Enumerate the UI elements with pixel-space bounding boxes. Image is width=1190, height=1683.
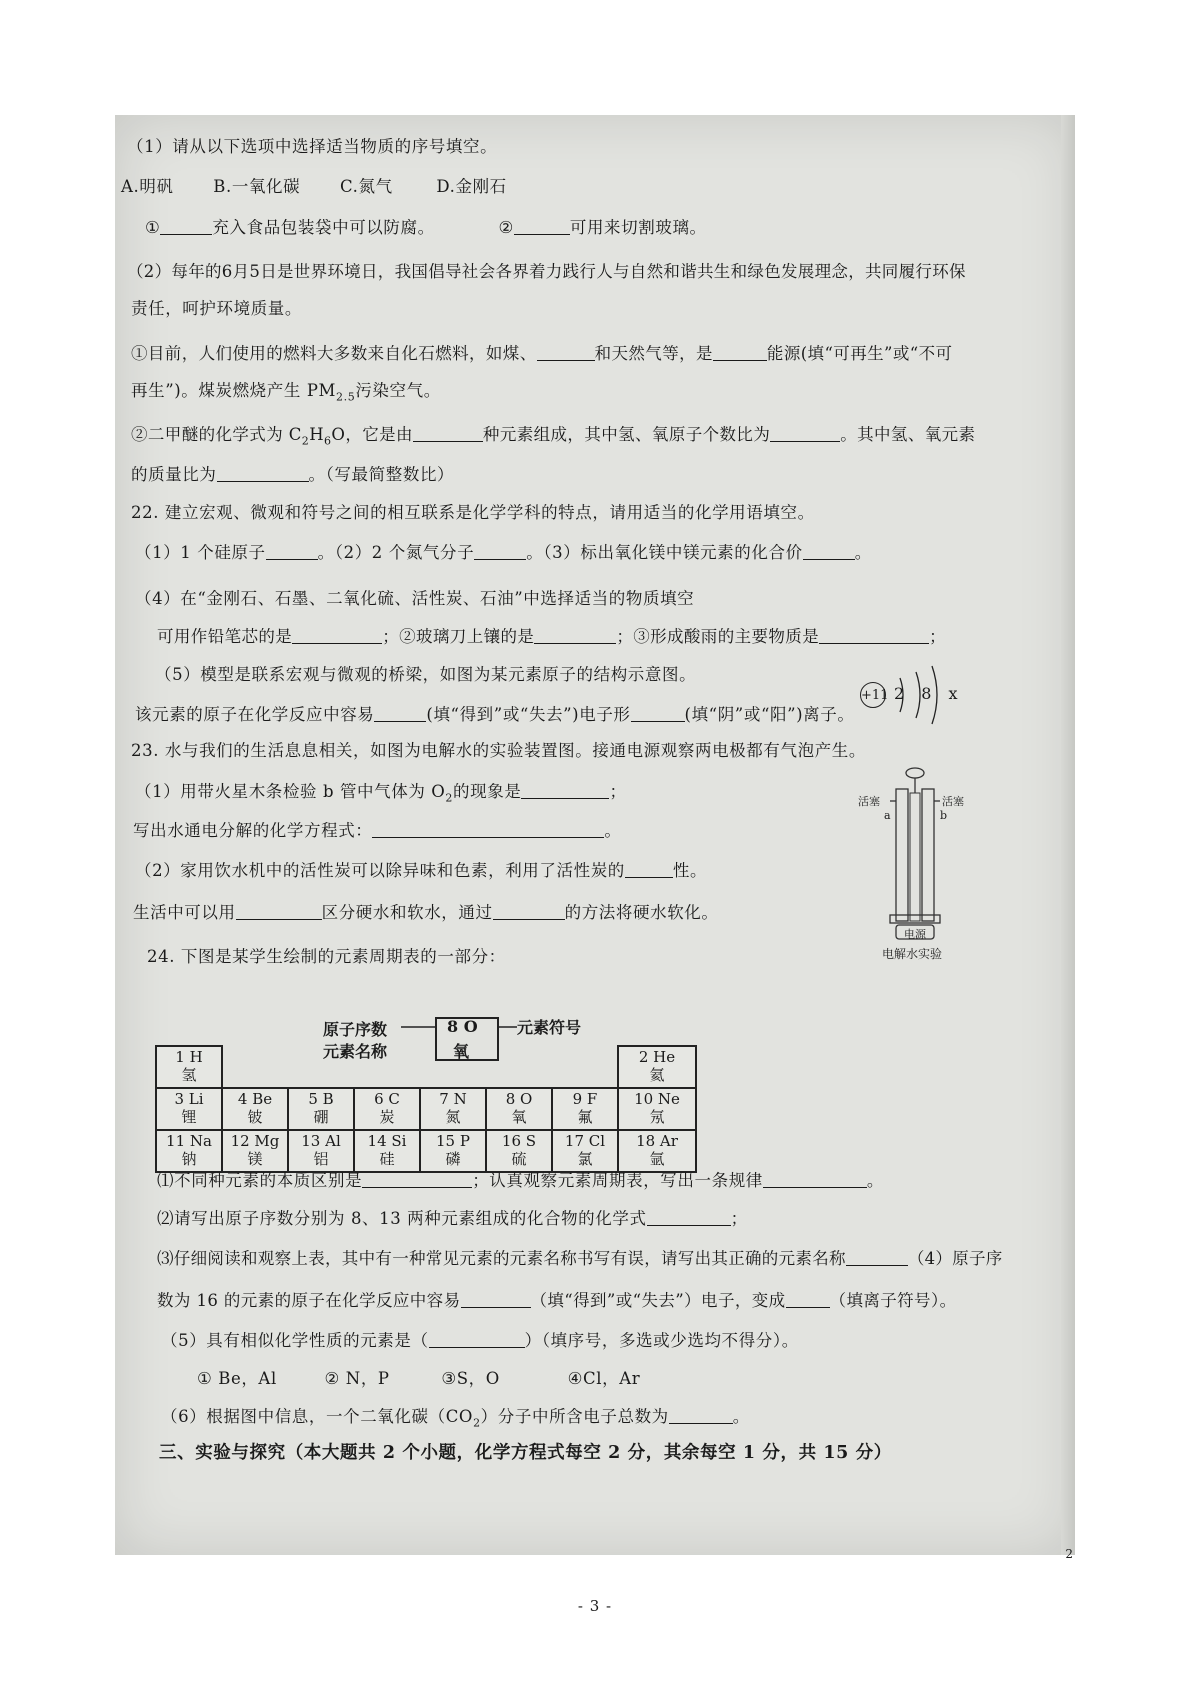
element-cell (485, 1087, 553, 1131)
element-number-symbol: 15 P (436, 1132, 470, 1150)
answer-blank[interactable] (429, 1331, 525, 1348)
corner-page-mark: 2 (1065, 1547, 1073, 1561)
q22-part5: （5）模型是联系宏观与微观的桥梁，如图为某元素原子的结构示意图。 (155, 665, 697, 684)
answer-blank[interactable] (236, 903, 322, 920)
element-name: 氧 (511, 1108, 527, 1126)
q21-part2-line2: 责任，呵护环境质量。 (131, 299, 302, 318)
q22-part4: （4）在“金刚石、石墨、二氧化硫、活性炭、石油”中选择适当的物质填空 (135, 589, 695, 608)
element-number-symbol: 6 C (374, 1090, 400, 1108)
scanned-exam-page (115, 115, 1075, 1561)
element-number-symbol: 14 Si (367, 1132, 407, 1150)
answer-blank[interactable] (292, 627, 382, 644)
answer-blank[interactable] (217, 465, 309, 482)
answer-blank[interactable] (372, 821, 604, 838)
q22-part4-blanks: 可用作铅笔芯的是 ；②玻璃刀上镶的是 ；③形成酸雨的主要物质是 ； (157, 627, 947, 646)
option-a: A.明矾 (121, 177, 174, 196)
page-number: - 3 - (577, 1597, 613, 1615)
answer-blank[interactable] (521, 782, 609, 799)
answer-blank[interactable] (514, 218, 570, 235)
q24-part4: 数为 16 的元素的原子在化学反应中容易 （填“得到”或“失去”）电子，变成 （填离子符号）。 (157, 1291, 957, 1310)
answer-blank[interactable] (537, 344, 595, 361)
q21-fuel-line2: 再生”)。煤炭燃烧产生 $PM_{2.5}$污染空气。 (131, 381, 441, 404)
legend-sample-name: 氧 (453, 1042, 470, 1061)
paper-edge-shadow (1061, 115, 1075, 1555)
q23-part1: （1）用带火星木条检验 b 管中气体为 $O_2$的现象是 ； (135, 782, 627, 805)
element-number-symbol: 5 B (308, 1090, 334, 1108)
answer-blank[interactable] (846, 1249, 908, 1266)
element-name: 氖 (649, 1108, 665, 1126)
section-3-heading: 三、实验与探究（本大题共 2 个小题，化学方程式每空 2 分，其余每空 1 分，共 15 分） (159, 1443, 892, 1463)
answer-blank[interactable] (266, 543, 318, 560)
element-number-symbol: 2 He (638, 1048, 676, 1066)
element-number-symbol: 9 F (572, 1090, 598, 1108)
element-name: 炭 (379, 1108, 395, 1126)
nucleus-charge: +11 (860, 682, 886, 708)
element-name: 硼 (313, 1108, 329, 1126)
element-number-symbol: 1 H (175, 1048, 203, 1066)
right-valve-label: 活塞 (942, 795, 964, 808)
answer-blank[interactable] (647, 1209, 731, 1226)
legend-element-symbol: 元素符号 (517, 1018, 582, 1037)
element-name: 镁 (247, 1150, 263, 1168)
power-supply-label: 电源 (904, 928, 926, 941)
element-number-symbol: 16 S (501, 1132, 537, 1150)
q23-part2: （2）家用饮水机中的活性炭可以除异味和色素，利用了活性炭的 性。 (135, 861, 708, 880)
element-number-symbol: 17 Cl (564, 1132, 606, 1150)
element-number-symbol: 11 Na (166, 1132, 212, 1150)
element-name: 硫 (511, 1150, 527, 1168)
legend-sample-symbol: 8 O (447, 1017, 478, 1036)
q21-blanks-line: ① 充入食品包装袋中可以防腐。 ② 可用来切割玻璃。 (145, 218, 707, 237)
answer-blank[interactable] (713, 344, 767, 361)
option-c: C.氮气 (339, 177, 393, 196)
option-d: D.金刚石 (436, 177, 507, 196)
q24-part6: （6）根据图中信息，一个二氧化碳$(CO_2)$分子中所含电子总数为 。 (161, 1407, 750, 1430)
element-name: 氟 (577, 1108, 593, 1126)
option-4: ④Cl，Ar (567, 1369, 641, 1388)
element-number-symbol: 13 Al (301, 1132, 341, 1150)
element-number-symbol: 12 Mg (230, 1132, 280, 1150)
legend-atomic-number: 原子序数 (323, 1020, 388, 1039)
element-name: 氩 (649, 1150, 665, 1168)
tube-b-label: b (940, 809, 948, 822)
element-name: 锂 (181, 1108, 197, 1126)
element-cell (617, 1087, 697, 1131)
element-number-symbol: 8 O (505, 1090, 533, 1108)
option-1: ① Be，Al (197, 1369, 277, 1388)
answer-blank[interactable] (493, 903, 565, 920)
answer-blank[interactable] (625, 861, 673, 878)
answer-blank[interactable] (461, 1291, 531, 1308)
legend-element-name: 元素名称 (323, 1042, 388, 1061)
q21-ether-line1: ②二甲醚的化学式为 $C_2H_6O$，它是由 种元素组成，其中氢、氧原子个数比为 。其中氢、氧元素 (131, 425, 976, 448)
q24-part1: ⑴不同种元素的本质区别是 ；认真观察元素周期表，写出一条规律 。 (157, 1171, 885, 1190)
answer-blank[interactable] (534, 627, 616, 644)
element-name: 氮 (445, 1108, 461, 1126)
atom-structure-diagram (860, 664, 964, 734)
element-number-symbol: 18 Ar (636, 1132, 678, 1150)
periodic-table-excerpt (155, 1017, 845, 1171)
answer-blank[interactable] (374, 705, 426, 722)
q24-part5-options (197, 1365, 640, 1389)
apparatus-caption: 电解水实验 (882, 947, 943, 961)
answer-blank[interactable] (160, 218, 212, 235)
element-name: 硅 (379, 1150, 395, 1168)
answer-blank[interactable] (474, 543, 526, 560)
element-cell (221, 1087, 289, 1131)
q21-fuel-line1: ①目前，人们使用的燃料大多数来自化石燃料，如煤、 和天然气等，是 能源(填“可再生”或“不可 (131, 344, 953, 363)
apparatus-drawing (860, 765, 970, 945)
element-name: 铝 (313, 1150, 329, 1168)
element-name: 铍 (247, 1108, 263, 1126)
answer-blank[interactable] (362, 1171, 472, 1188)
answer-blank[interactable] (803, 543, 855, 560)
answer-blank[interactable] (770, 425, 840, 442)
q24-part5: （5）具有相似化学性质的元素是（ ）（填序号，多选或少选均不得分）。 (161, 1331, 799, 1350)
element-name: 氢 (181, 1066, 197, 1084)
electron-counts: 2 8 x (894, 684, 964, 703)
element-name: 磷 (445, 1150, 461, 1168)
element-name: 钠 (181, 1150, 197, 1168)
element-number-symbol: 4 Be (237, 1090, 273, 1108)
q22-title: 22. 建立宏观、微观和符号之间的相互联系是化学学科的特点，请用适当的化学用语填空。 (131, 503, 815, 522)
left-valve-label: 活塞 (858, 795, 880, 808)
electrolysis-apparatus-diagram (858, 765, 970, 961)
tube-a-label: a (884, 809, 891, 822)
element-cell (419, 1087, 487, 1131)
option-3: ③S，O (441, 1369, 500, 1388)
element-number-symbol: 10 Ne (634, 1090, 680, 1108)
q22-part1-3: （1）1 个硅原子 。（2）2 个氮气分子 。（3）标出氧化镁中镁元素的化合价 。 (135, 543, 872, 562)
legend-connector-lines (155, 1017, 845, 1047)
answer-blank[interactable] (763, 1171, 867, 1188)
element-name: 氦 (649, 1066, 665, 1084)
answer-blank[interactable] (819, 627, 929, 644)
q23-title: 23. 水与我们的生活息息相关，如图为电解水的实验装置图。接通电源观察两电极都有气泡产生。 (131, 741, 866, 760)
element-cell (155, 1045, 223, 1089)
q23-equation: 写出水通电分解的化学方程式： 。 (133, 821, 622, 840)
q21-ether-line2: 的质量比为 。（写最简整数比） (131, 465, 455, 484)
q24-part3: ⑶仔细阅读和观察上表，其中有一种常见元素的元素名称书写有误，请写出其正确的元素名称 （4）原子序 (157, 1249, 1003, 1268)
element-cell (155, 1087, 223, 1131)
q21-part1-intro: （1）请从以下选项中选择适当物质的序号填空。 (127, 137, 498, 156)
answer-blank[interactable] (631, 705, 685, 722)
element-cell (353, 1087, 421, 1131)
answer-blank[interactable] (786, 1291, 830, 1308)
element-cell (287, 1087, 355, 1131)
element-cell (617, 1045, 697, 1089)
q24-part2: ⑵请写出原子序数分别为 8、13 两种元素组成的化合物的化学式 ； (157, 1209, 748, 1228)
q21-options (121, 173, 507, 197)
q21-part2-line1: （2）每年的6月5日是世界环境日，我国倡导社会各界着力践行人与自然和谐共生和绿色发展理念，共同履行环保 (127, 262, 966, 281)
option-2: ② N，P (324, 1369, 390, 1388)
answer-blank[interactable] (669, 1407, 733, 1424)
option-b: B.一氧化碳 (213, 177, 301, 196)
element-number-symbol: 3 Li (174, 1090, 204, 1108)
element-name: 氯 (577, 1150, 593, 1168)
q23-part3: 生活中可以用 区分硬水和软水，通过 的方法将硬水软化。 (133, 903, 719, 922)
q22-part5-blanks: 该元素的原子在化学反应中容易 (填“得到”或“失去”)电子形 (填“阴”或“阳”)离子。 (135, 705, 855, 724)
answer-blank[interactable] (413, 425, 483, 442)
element-number-symbol: 7 N (439, 1090, 467, 1108)
q24-title: 24. 下图是某学生绘制的元素周期表的一部分： (147, 947, 506, 966)
element-cell (551, 1087, 619, 1131)
